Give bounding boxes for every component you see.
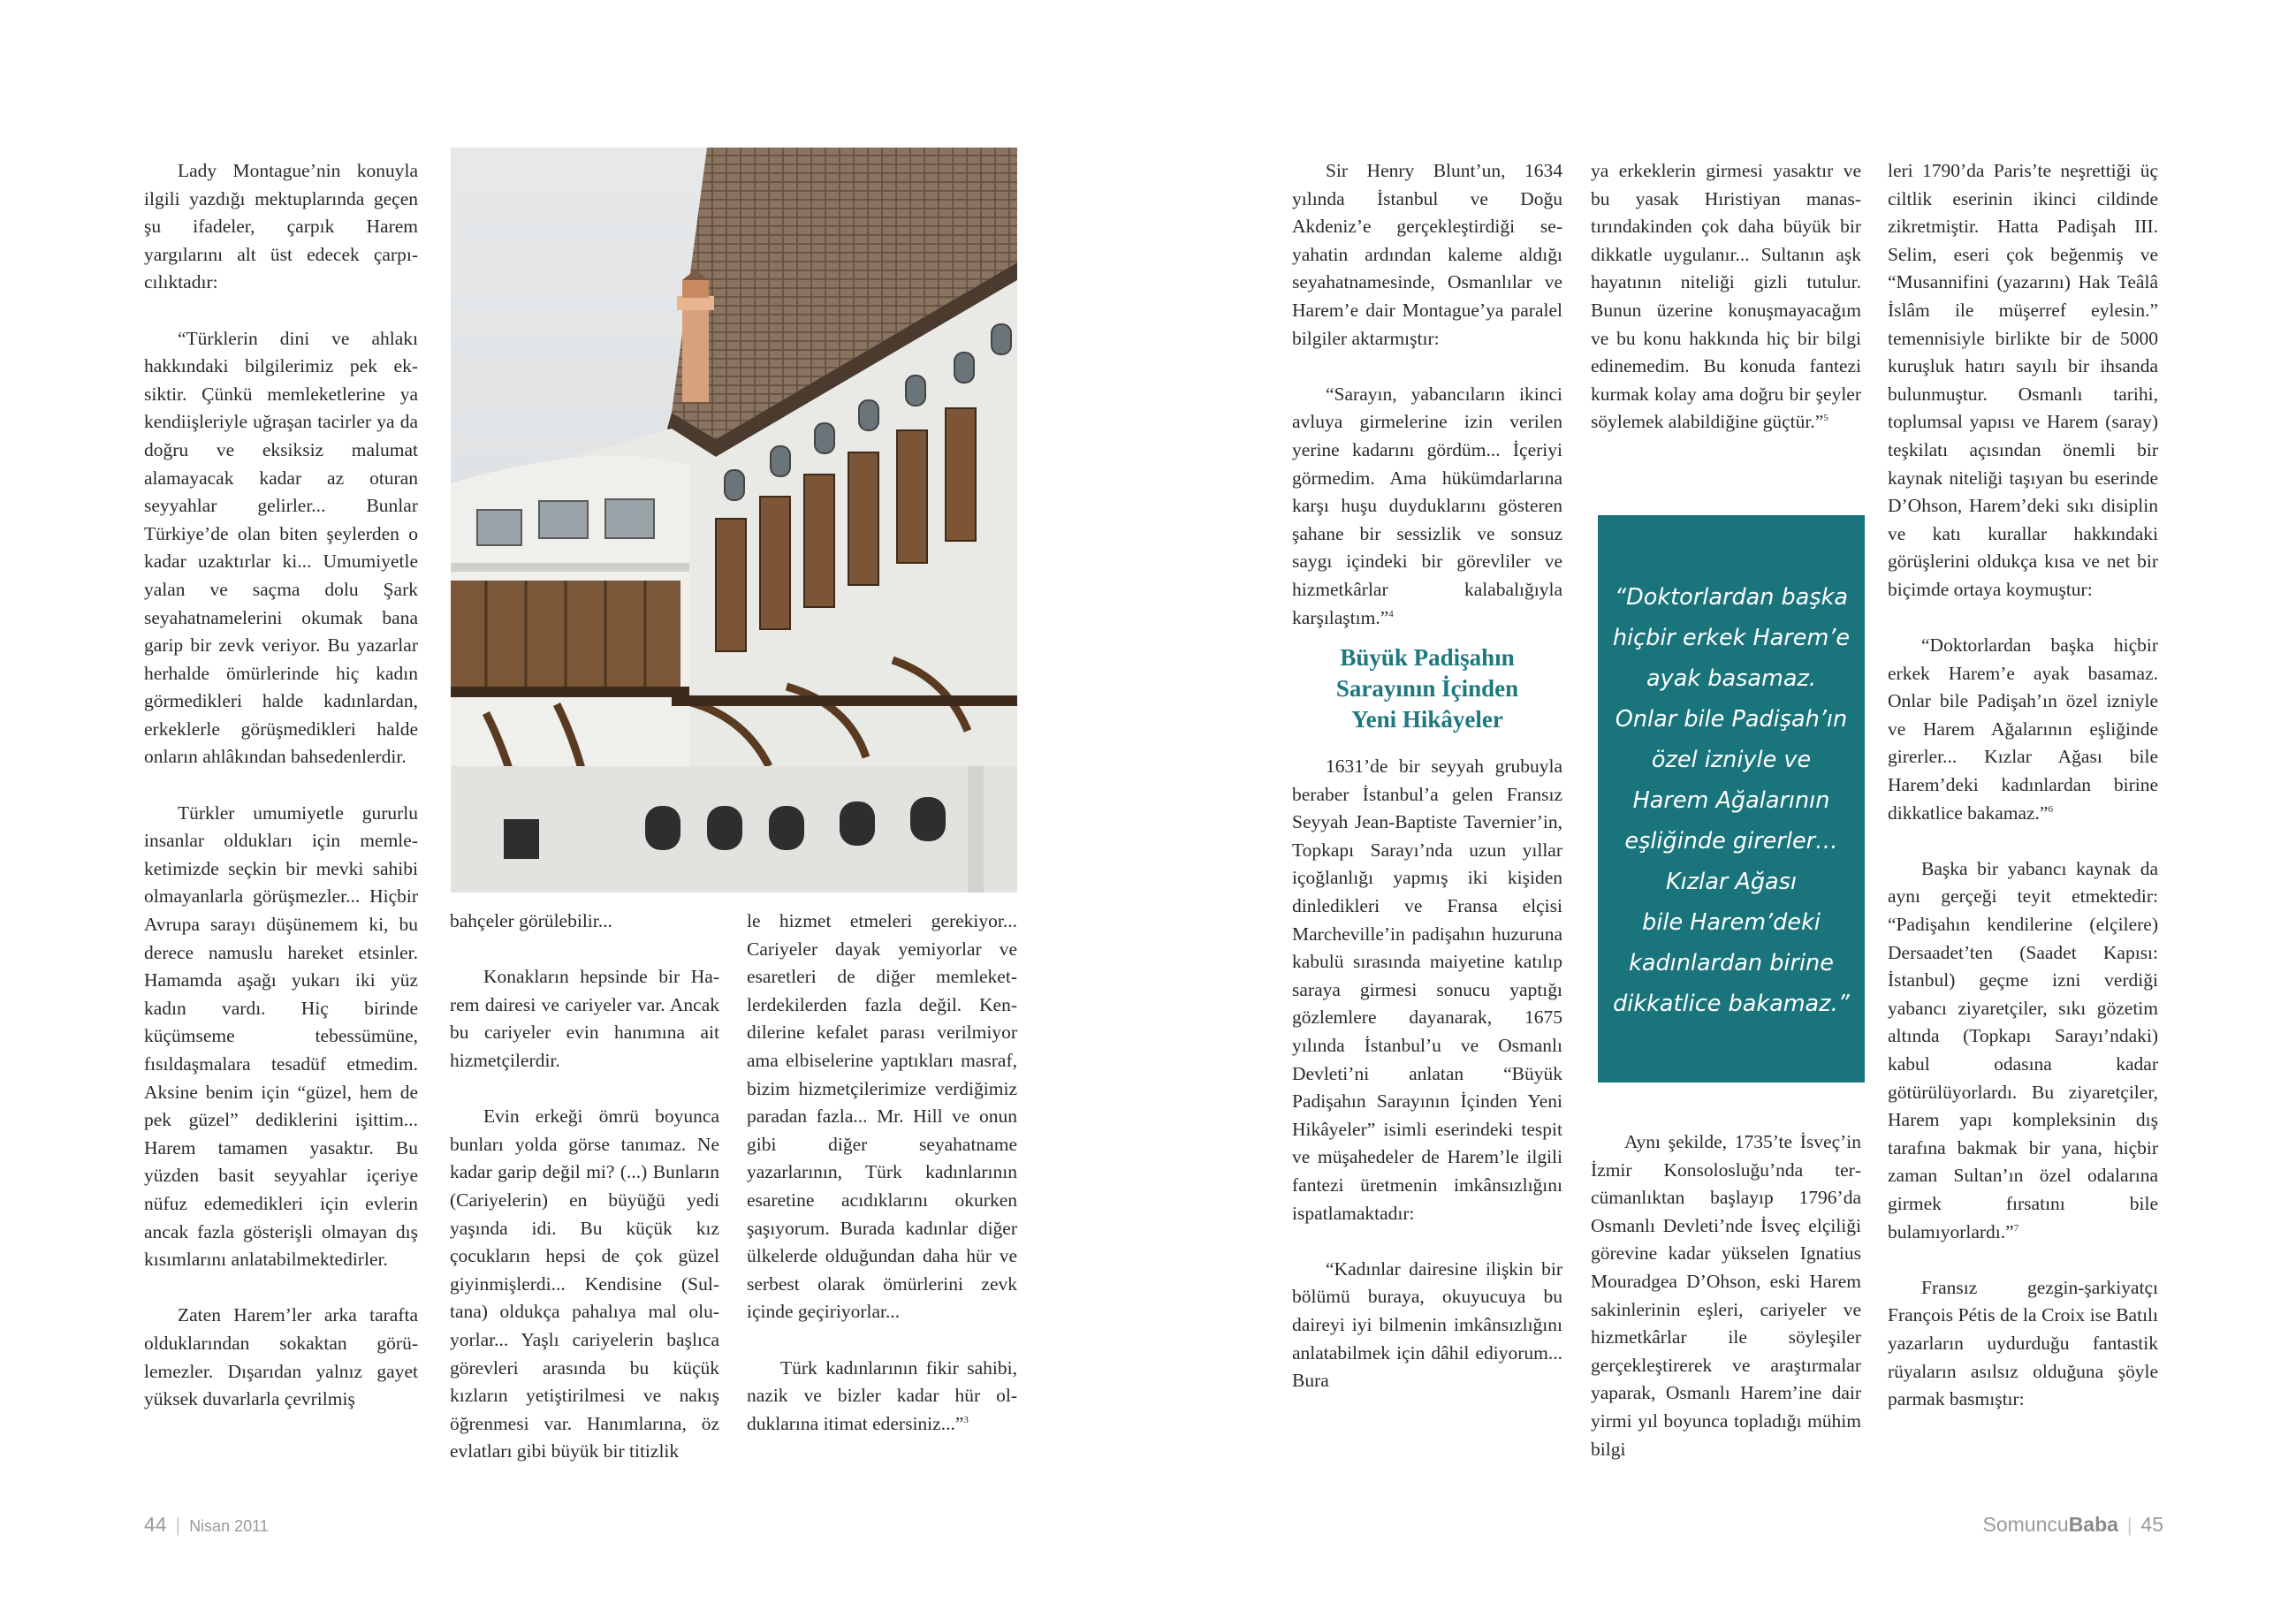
right-column-1: [1292, 157, 1562, 1395]
quote-line: eşliğinde girerler…: [1624, 828, 1838, 855]
paragraph-text: Başka bir yabancı kaynak da aynı gerçeği teyit etmektedir: “Padişahın kendilerine (elçilere) Dersaadet’ten (Saadet Kapısı: İstanbul) geçme izni verdiği yabancı ziyaretçiler, sıkı gözetim altında (Topkapı Sarayı’ndaki) kabul odasına kadar götürülüyorlardı. Bu ziyaretçiler, Harem yapı kompleksinin dış tarafına bakmak bir yana, hiçbir zaman Sultan’ın özel odalarına girmek fırsatını bile bulamıyorlardı.”: [1888, 857, 2158, 1242]
quote-line: Onlar bile Padişah’ın: [1615, 706, 1848, 733]
right-column-2-bottom: [1591, 1128, 1861, 1463]
magazine-brand: [1983, 1513, 2118, 1536]
paragraph: [1292, 381, 1562, 632]
building-illustration: [451, 148, 1017, 893]
paragraph: Aynı şekilde, 1735’te İsveç’in İzmir Konsolosluğu’nda tercümanlıktan başlayıp 1796’da Osmanlı Devleti’nde İsveç elçiliği görevine kadar yükselen Ignatius Mouradgea D’Ohson, eski Harem sakinlerinin eşleri, cariyeler ve hizmetkârlar ile söyleşiler gerçekleştirerek ve araştırmalar yaparak, Osmanlı Harem’ine dair yirmi yıl boyunca topladığı mühim bilgi: [1591, 1131, 1861, 1460]
page-number: 44: [144, 1513, 167, 1536]
paragraph: Sir Henry Blunt’un, 1634 yılında İstanbul ve Doğu Akdeniz’e gerçekleştirdiği seyahatin ardından kaleme aldığı seyahatnamesinde, Osmanlılar ve Harem’e dair Montague’ya paralel bilgiler aktarmıştır:: [1292, 160, 1562, 349]
quote-line: Harem Ağalarının: [1632, 787, 1830, 814]
brand-bold: Baba: [2068, 1513, 2118, 1536]
section-heading: [1292, 642, 1562, 735]
brand-light: Somuncu: [1982, 1513, 2069, 1536]
left-footer: [144, 1513, 269, 1537]
quote-line: bile Harem’deki: [1642, 909, 1821, 936]
quote-line: Kızlar Ağası: [1665, 869, 1798, 895]
heading-line: Sarayının İçinden: [1335, 675, 1519, 703]
paragraph-text: Türk kadınlarının fikir sahibi, nazik ve bizler kadar hür olduklarına itimat edersiniz...”: [747, 1356, 1017, 1434]
harem-courtyard-photo: [451, 148, 1017, 893]
paragraph-text: ya erkeklerin girmesi yasaktır ve bu yasak Hıristiyan manastırındakinden çok daha büyük bir dikkatle uygulanır... Sultanın aşk hayatının niteliği gizli tutulur. Bunun üzerine konuşmayacağım ve bu konu hakkında hiç bir bilgi edinemedim. Bu konuda fantezi kurmak kolay ama doğru bir şeyler söylemek alabildiğine güçtür.”: [1591, 160, 1861, 433]
quote-line: ayak basamaz.: [1646, 665, 1816, 692]
footer-separator: |: [2126, 1515, 2133, 1536]
left-column-3: [747, 908, 1017, 1438]
page-number: 45: [2140, 1513, 2163, 1536]
footnote-ref: 4: [1388, 608, 1394, 619]
paragraph: Zaten Harem’ler arka tarafta olduklarından sokaktan görülemezler. Dışarıdan yalnız gayet yüksek duvarlarla çevrilmiş: [144, 1304, 418, 1410]
paragraph: bahçeler görülebilir...: [450, 910, 612, 931]
paragraph: [747, 1355, 1017, 1439]
paragraph-text: “Doktorlardan başka hiçbir erkek Harem’e ayak basamaz. Onlar bile Padişah’ın özel izniyle ve Harem Ağalarının eşliğinde girerler... Kızlar Ağası bile Harem’deki kadınlardan birine dikkatlice bakamaz.”: [1888, 634, 2158, 824]
left-column-1: [144, 157, 418, 1414]
footer-separator: |: [175, 1515, 181, 1536]
quote-line: özel izniyle ve: [1651, 747, 1812, 773]
left-column-2: [450, 908, 719, 1466]
footnote-ref: 7: [2013, 1222, 2019, 1234]
paragraph: leri 1790’da Paris’te neşrettiği üç ciltlik eserinin ikinci cildinde zikretmiştir. Hatta Padişah III. Selim, eseri çok beğenmiş ve “Musannifini (yazarını) Hak Teâlâ İslâm ile müşerref eylesin.” temennisiyle birlikte bir de 5000 kuruşluk hatırı sayılı bir ihsanda bulunmuştur. Osmanlı tarihi, toplumsal yapısı ve Harem (saray) teşkilatı açısından önemli bir kaynak niteliği taşıyan bu eserinde D’Ohson, Harem’deki sıkı disiplin ve katı kurallar hakkındaki görüşlerini oldukça kısa ve net bir biçimde ortaya koymuştur:: [1888, 160, 2158, 600]
paragraph: Lady Montague’nin konuyla ilgili yazdığı mektuplarında geçen şu ifadeler, çarpık Harem yargılarını alt üst edecek çarpıcılıktadır:: [144, 160, 418, 293]
right-column-2-top: [1591, 157, 1861, 437]
quote-line: kadınlardan birine: [1629, 950, 1834, 976]
paragraph: [1888, 632, 2158, 827]
paragraph: “Türklerin dini ve ahlakı hakkındaki bilgilerimiz pek eksiktir. Çünkü memleketlerine ya kendiişleriyle uğraşan tacirler ya da doğru ve eksiksiz malumat alamayacak kadar az oturan seyyahlar gelirler... Bunlar Türkiye’de olan biten şeylerden o kadar uzaktırlar ki... Umumiyetle yalan ve saçma dolu Şark seyahatnamelerini okumak bana garip bir zevk veriyor. Bu yazarlar herhalde ömürlerinde hiç kadın görmedikleri halde kadınlardan, erkeklerle görüşmedikleri halde onların ahlâkından bahsedenlerdir.: [144, 327, 418, 768]
paragraph: le hizmet etmeleri gerekiyor... Cariyeler dayak yemiyorlar ve esaretleri de diğer memleketlerdekilerden fazla değil. Kendilerine kefalet parası verilmiyor ama elbiselerine yaptıkları masraf, bizim hizmetçilerimize verdiğimiz paradan fazla... Mr. Hill ve onun gibi diğer seyahatname yazarlarının, Türk kadınlarının esaretine acıdıklarını okurken şaşıyorum. Burada kadınlar diğer ülkelerde olduğundan daha hür ve serbest olarak ömürlerini zevk içinde geçiriyorlar...: [747, 910, 1017, 1323]
paragraph: [1888, 855, 2158, 1246]
paragraph: Evin erkeği ömrü boyunca bunları yolda görse tanımaz. Ne kadar garip değil mi? (...) Bunların (Cariyelerin) en büyüğü yedi yaşında idi. Bu küçük kız çocukların hepsi de çok güzel giyinmişlerdi... Kendisine (Sultana) oldukça pahalıya mal oluyorlar... Yaşlı cariyelerin başlıca görevleri arasında bu küçük kızların yetiştirilmesi ve nakış öğrenmesi var. Hanımlarına, öz evlatları gibi büyük bir titizlik: [450, 1105, 719, 1462]
issue-date: Nisan 2011: [189, 1517, 269, 1535]
quote-line: hiçbir erkek Harem’e: [1612, 625, 1851, 651]
paragraph: Konakların hepsinde bir Harem dairesi ve cariyeler var. Ancak bu cariyeler evin hanımına ait hizmetçilerdir.: [450, 966, 719, 1071]
right-column-3: [1888, 157, 2158, 1414]
pull-quote: [1598, 515, 1865, 1082]
paragraph: [1591, 157, 1861, 437]
footnote-ref: 5: [1823, 413, 1828, 424]
paragraph: “Kadınlar dairesine ilişkin bir bölümü buraya, okuyucuya bu daireyi iyi bilmenin imkânsızlığını anlatabilmek için dâhil ediyorum... Bura: [1292, 1257, 1562, 1392]
paragraph-text: “Sarayın, yabancıların ikinci avluya girmelerine izin verilen yerine kadarını gördüm... İçeriyi görmedim. Ama hükümdarlarına karşı huşu duyduklarını gösteren şahane bir sessizlik ve sonsuz saygı içindeki bir görevliler ve hizmetkârlar kalabalığıyla karşılaştım.”: [1292, 383, 1562, 628]
heading-line: Yeni Hikâyeler: [1351, 706, 1503, 733]
quote-line: dikkatlice bakamaz.”: [1613, 991, 1850, 1017]
footnote-ref: 6: [2048, 803, 2053, 815]
paragraph: 1631’de bir seyyah grubuyla beraber İstanbul’a gelen Fransız Seyyah Jean-Baptiste Tavernier’in, Topkapı Sarayı’nda uzun yıllar içoğlanlığı yapmış iki kişiden dinledikleri ve Fransa elçisi Marcheville’in padişahın huzuruna kabulü sırasında maiyetine katılıp saraya girmesi sonucu yaptığı gözlemlere dayanarak, 1675 yılında İstanbul’u ve Osmanlı Devleti’ni anlatan “Büyük Padişahın Sarayının İçinden Yeni Hikâyeler” isimli eserindeki tespit ve müşahedeler de Harem’le ilgili fantezi üretmenin imkânsızlığını ispatlamaktadır:: [1292, 756, 1562, 1224]
heading-line: Büyük Padişahın: [1340, 644, 1515, 672]
right-footer: [1983, 1513, 2163, 1537]
paragraph: Fransız gezgin-şarkiyatçı François Pétis de la Croix ise Batılı yazarların uydurduğu fantastik rüyaların asılsız olduğuna şöyle parmak basmıştır:: [1888, 1276, 2158, 1410]
quote-line: “Doktorlardan başka: [1614, 584, 1849, 611]
footnote-ref: 3: [963, 1414, 969, 1425]
paragraph: Türkler umumiyetle gururlu insanlar oldukları için memleketimizde seçkin bir mevki sahibi olmayanlarla görüşmezler... Hiçbir Avrupa sarayı düşünemem ki, bu derece namuslu hareket etsinler. Hamamda aşağı yukarı iki yüz kadın vardı. Hiç birinde küçümseme tebessümüne, fısıldaşmalara tesadüf etmedim. Aksine benim için “güzel, hem de pek güzel” dediklerini işittim... Harem tamamen yasaktır. Bu yüzden basit seyyahlar içeriye nüfuz edemedikleri için evlerin ancak fazla gösterişli olmayan dış kısımlarını anlatabilmektedirler.: [144, 801, 418, 1271]
